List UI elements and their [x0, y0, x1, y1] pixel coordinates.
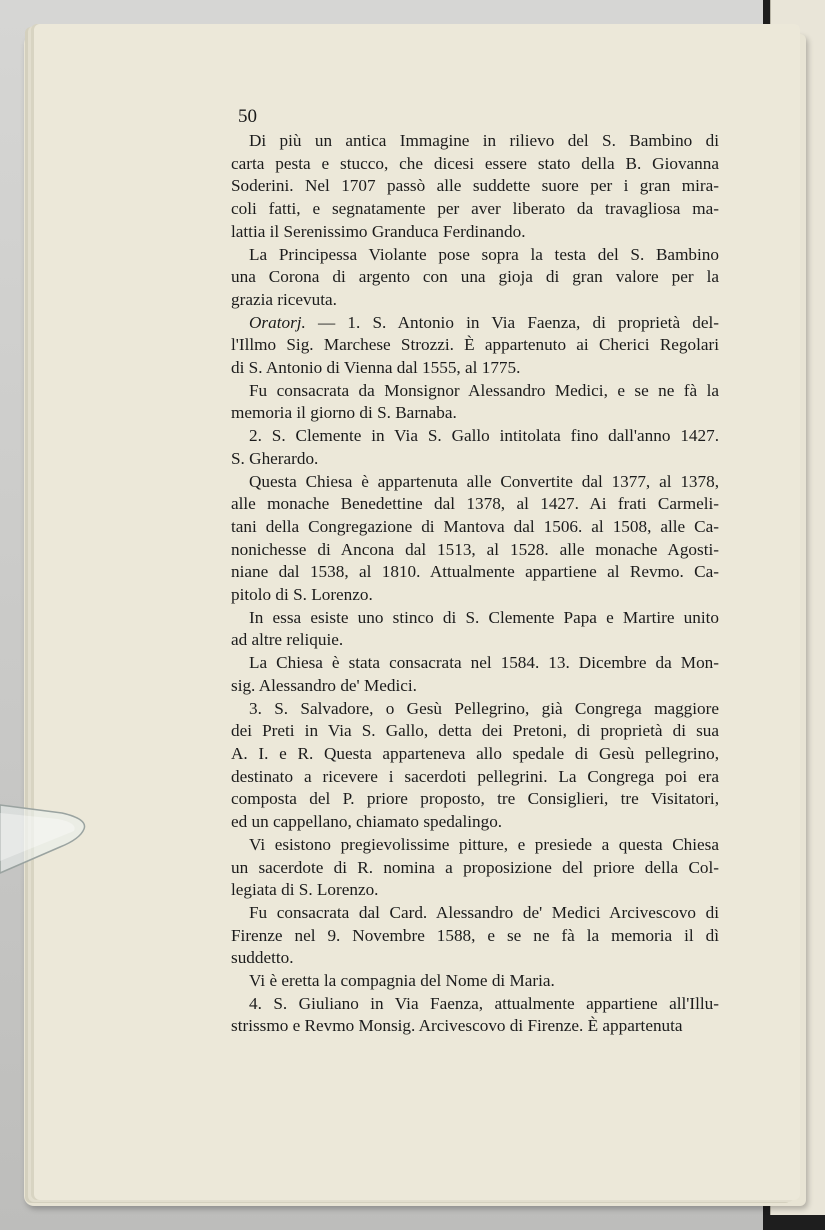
page-text — [231, 130, 719, 1038]
paragraph — [231, 471, 719, 607]
page-number: 50 — [238, 106, 257, 127]
text-line: Fu consacrata da Monsignor Alessandro Medici, e se ne fà la — [249, 380, 719, 400]
paragraph — [231, 993, 719, 1038]
text-line: l'Illmo Sig. Marchese Strozzi. È appartenuto ai Cherici Regolari — [231, 335, 719, 355]
text-line: carta pesta e stucco, che dicesi essere stato della B. Giovanna — [231, 153, 719, 173]
text-line: 4. S. Giuliano in Via Faenza, attualmente appartiene all'Illu- — [249, 993, 719, 1013]
text-line: lattia il Serenissimo Granduca Ferdinando. — [231, 221, 526, 241]
text-line: memoria il giorno di S. Barnaba. — [231, 403, 457, 423]
text-line: di S. Antonio di Vienna dal 1555, al 1775. — [231, 358, 521, 378]
text-line — [231, 312, 719, 335]
bookmark-clip-icon — [0, 795, 90, 885]
text-line: A. I. e R. Questa apparteneva allo spedale di Gesù pellegrino, — [231, 743, 719, 763]
text-line: Di più un antica Immagine in rilievo del S. Bambino di — [249, 131, 719, 150]
text-line: destinato a ricevere i sacerdoti pellegrini. La Congrega poi era — [231, 766, 719, 786]
text-line: alle monache Benedettine dal 1378, al 1427. Ai frati Carmeli- — [231, 494, 719, 514]
text-line: sig. Alessandro de' Medici. — [231, 675, 417, 695]
paragraph — [231, 312, 719, 380]
text-line: 2. S. Clemente in Via S. Gallo intitolata fino dall'anno 1427. — [249, 426, 719, 446]
text-line: La Chiesa è stata consacrata nel 1584. 13. Dicembre da Mon- — [249, 653, 719, 673]
text-line: Questa Chiesa è appartenuta alle Convertite dal 1377, al 1378, — [249, 471, 719, 491]
text-line: tani della Congregazione di Mantova dal 1506. al 1508, alle Ca- — [231, 516, 719, 536]
text-line: suddetto. — [231, 948, 294, 968]
text-line-rest: — 1. S. Antonio in Via Faenza, di proprietà del- — [305, 312, 719, 332]
text-line: pitolo di S. Lorenzo. — [231, 585, 373, 605]
text-line: dei Preti in Via S. Gallo, detta dei Pretoni, di proprietà di sua — [231, 721, 719, 741]
text-line: legiata di S. Lorenzo. — [231, 880, 379, 900]
text-line: In essa esiste uno stinco di S. Clemente Papa e Martire unito — [249, 607, 719, 627]
text-line: ad altre reliquie. — [231, 630, 344, 650]
paragraph — [231, 970, 719, 993]
text-line: Fu consacrata dal Card. Alessandro de' Medici Arcivescovo di — [249, 902, 719, 922]
text-line: una Corona di argento con una gioja di gran valore per la — [231, 267, 719, 287]
paragraph — [231, 834, 719, 902]
text-line: composta del P. priore proposto, tre Consiglieri, tre Visitatori, — [231, 789, 719, 809]
text-line: S. Gherardo. — [231, 448, 319, 468]
text-line: un sacerdote di R. nomina a proposizione del priore della Col- — [231, 857, 719, 877]
text-line: Vi è eretta la compagnia del Nome di Maria. — [249, 971, 555, 991]
text-line: nonichesse di Ancona dal 1513, al 1528. alle monache Agosti- — [231, 539, 719, 559]
italic-lead: Oratorj. — [249, 312, 306, 332]
text-line: ed un cappellano, chiamato spedalingo. — [231, 812, 503, 832]
text-line: Soderini. Nel 1707 passò alle suddette suore per i gran mira- — [231, 176, 719, 196]
text-line: 3. S. Salvadore, o Gesù Pellegrino, già Congrega maggiore — [249, 698, 719, 718]
paragraph — [231, 902, 719, 970]
paragraph — [231, 244, 719, 312]
text-line: grazia ricevuta. — [231, 289, 337, 309]
text-line: coli fatti, e segnatamente per aver liberato da travagliosa ma- — [231, 199, 719, 219]
text-line: Firenze nel 9. Novembre 1588, e se ne fà la memoria il dì — [231, 925, 719, 945]
paragraph — [231, 652, 719, 697]
text-line: Vi esistono pregievolissime pitture, e presiede a questa Chiesa — [249, 834, 719, 854]
text-line: La Principessa Violante pose sopra la testa del S. Bambino — [249, 244, 719, 264]
paragraph — [231, 380, 719, 425]
paragraph — [231, 425, 719, 470]
text-line: strissmo e Revmo Monsig. Arcivescovo di Firenze. È appartenuta — [231, 1016, 683, 1036]
paragraph — [231, 130, 719, 244]
paragraph — [231, 698, 719, 834]
paragraph — [231, 607, 719, 652]
text-line: niane dal 1538, al 1810. Attualmente appartiene al Revmo. Ca- — [231, 562, 719, 582]
